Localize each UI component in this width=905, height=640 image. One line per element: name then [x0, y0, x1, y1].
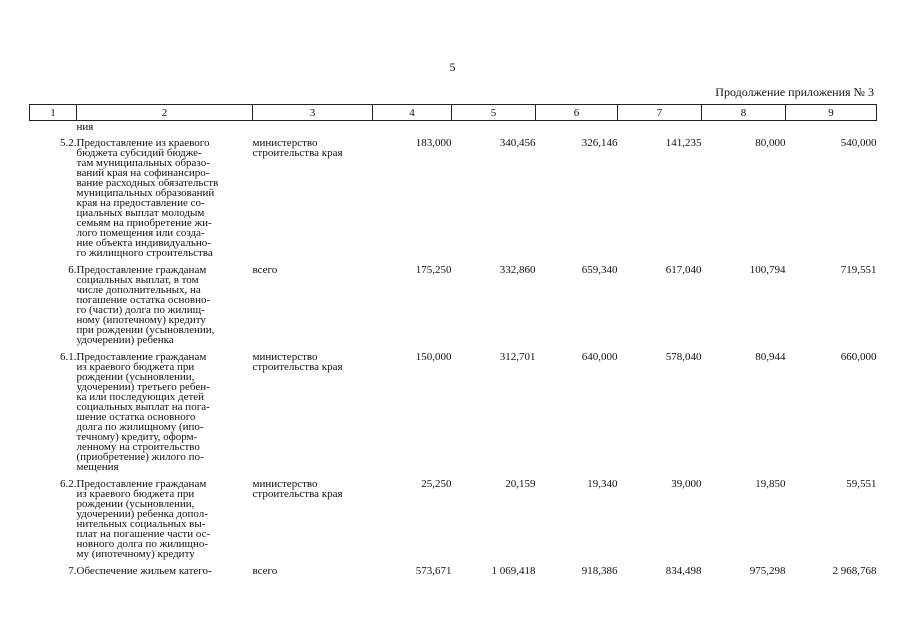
row-value: 719,551	[840, 264, 877, 276]
table-row	[30, 348, 877, 475]
row-value: 20,159	[505, 478, 536, 490]
row-name: Обеспечение жильем катего-	[76, 565, 212, 577]
row-name: Предоставление из краевого бюджета субсидий бюдже- там муниципальных образо- ваний края на софинансиро- вание расходных обязательств муниципальных образований края на предоставление со- циальных выплат молодым семьям на приобретение жи- лого помещения или созда- ние объекта индивидуально- го жилищного строительства	[76, 137, 219, 259]
row-value: 617,040	[665, 264, 702, 276]
budget-table	[29, 104, 877, 579]
row-value: 332,860	[499, 264, 536, 276]
header-cell: 3	[253, 105, 373, 121]
row-value: 834,498	[665, 565, 702, 577]
row-name: Предоставление гражданам из краевого бюджета при рождении (усыновлении, удочерении) третьего ребен- ка или последующих детей социальных выплат на пога- шение остатка основного долга по жилищному (ипо- течному) кредиту, оформ- ленному на строительство (приобретение) жилого по- мещения	[76, 351, 210, 473]
header-cell: 4	[373, 105, 452, 121]
row-executor: всего	[252, 565, 278, 577]
row-executor: министерство строительства края	[252, 351, 343, 373]
row-executor: министерство строительства края	[252, 137, 343, 159]
row-value: 39,000	[671, 478, 702, 490]
header-cell: 6	[536, 105, 618, 121]
header-cell: 2	[77, 105, 253, 121]
row-value: 80,000	[755, 137, 786, 149]
row-value: 80,944	[755, 351, 786, 363]
row-value: 326,146	[581, 137, 618, 149]
row-value: 19,850	[755, 478, 786, 490]
row-number: 6.1.	[60, 351, 77, 363]
table-row	[30, 261, 877, 348]
header-cell: 5	[452, 105, 536, 121]
row-value: 175,250	[415, 264, 452, 276]
row-executor: министерство строительства края	[252, 478, 343, 500]
continuation-label: Продолжение приложения № 3	[715, 85, 874, 99]
row-value: 150,000	[415, 351, 452, 363]
row-value: 918,386	[581, 565, 618, 577]
row-value: 100,794	[749, 264, 786, 276]
table-row	[30, 134, 877, 261]
row-value: 573,671	[415, 565, 452, 577]
row-name: Предоставление гражданам социальных выплат, в том числе дополнительных, на погашение остатка основно- го (части) долга по жилищ- ному (ипотечному) кредиту при рождении (усыновлении, удочерении) ребенка	[76, 264, 215, 346]
row-value: 640,000	[581, 351, 618, 363]
table-row	[30, 475, 877, 562]
row-number: 6.2.	[60, 478, 77, 490]
row-value: 2 968,768	[832, 565, 877, 577]
table-row	[30, 562, 877, 579]
header-cell: 9	[786, 105, 877, 121]
row-value: 59,551	[846, 478, 877, 490]
header-cell: 1	[30, 105, 77, 121]
page-number: 5	[449, 60, 456, 74]
row-value: 1 069,418	[491, 565, 536, 577]
row-value: 183,000	[415, 137, 452, 149]
table-row-fragment	[30, 121, 877, 135]
row-number: 6.	[68, 264, 77, 276]
row-value: 312,701	[499, 351, 536, 363]
row-number: 5.2.	[60, 137, 77, 149]
row-value: 659,340	[581, 264, 618, 276]
row-value: 340,456	[499, 137, 536, 149]
header-cell: 8	[702, 105, 786, 121]
row-value: 660,000	[840, 351, 877, 363]
row-value: 141,235	[665, 137, 702, 149]
row-name: Предоставление гражданам из краевого бюджета при рождении (усыновлении, удочерении) ребенка допол- нительных социальных вы- плат на погашение части ос- новного долга по жилищно- му (ипотечному) кредиту	[76, 478, 211, 560]
row-value: 540,000	[840, 137, 877, 149]
row-value: 578,040	[665, 351, 702, 363]
row-value: 975,298	[749, 565, 786, 577]
row-name-fragment: ния	[76, 121, 94, 133]
row-number: 7.	[68, 565, 77, 577]
row-value: 25,250	[421, 478, 452, 490]
header-cell: 7	[618, 105, 702, 121]
row-executor: всего	[252, 264, 278, 276]
header-row	[30, 105, 877, 121]
row-value: 19,340	[587, 478, 618, 490]
